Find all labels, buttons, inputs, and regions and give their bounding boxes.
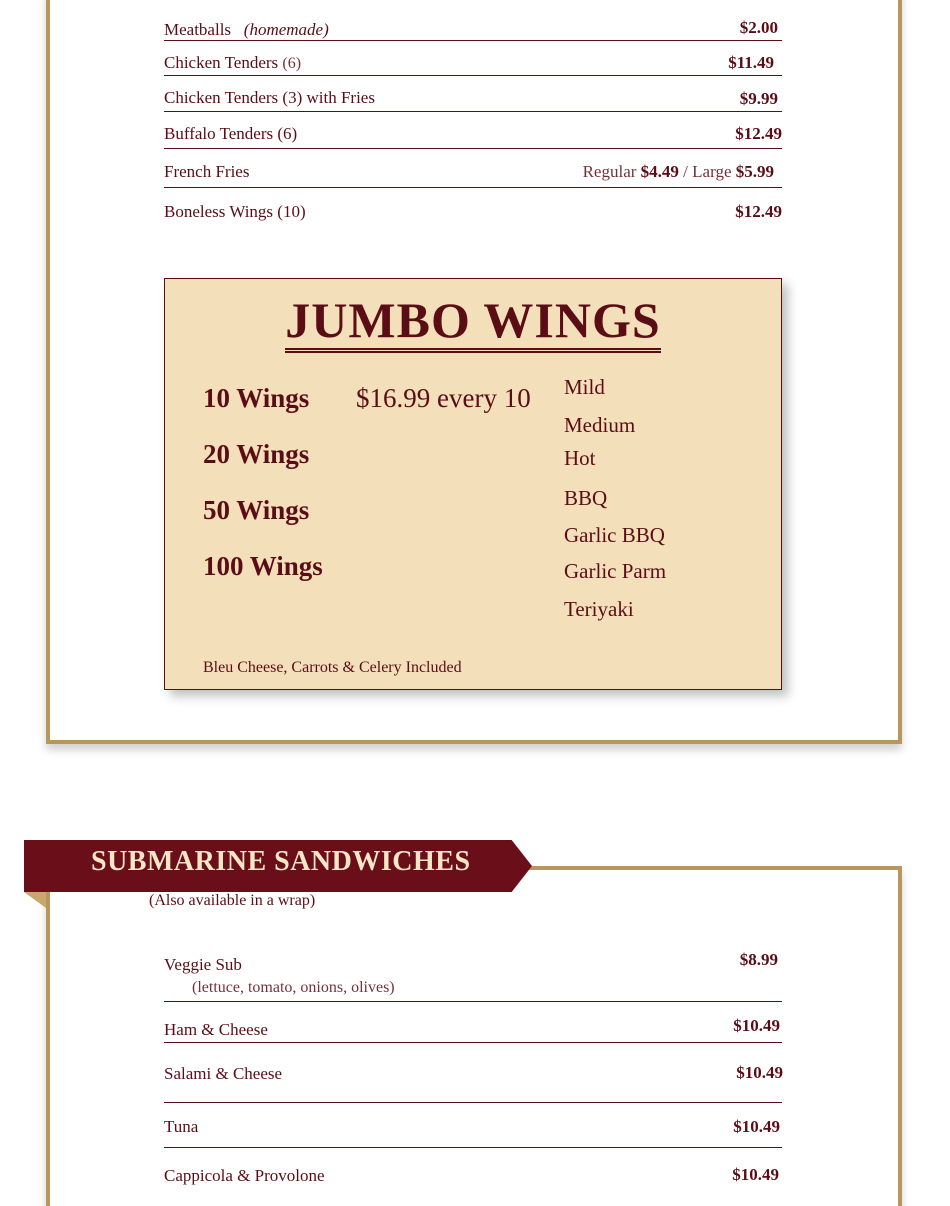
flavor-item: Mild: [564, 375, 605, 399]
item-name: Meatballs (homemade): [164, 20, 329, 39]
flavor-item: Hot: [564, 446, 596, 470]
item-price: $10.49: [733, 1117, 780, 1136]
flavor-item: Medium: [564, 413, 636, 437]
menu-item-french-fries: [164, 148, 782, 188]
sub-item-cappicola: [164, 1147, 782, 1187]
item-price: $10.49: [732, 1165, 779, 1184]
item-name: Boneless Wings (10): [164, 202, 306, 221]
item-name: Ham & Cheese: [164, 1020, 268, 1039]
item-price: $12.49: [735, 124, 782, 143]
flavor-item: Garlic BBQ: [564, 523, 665, 547]
sub-item-salami-cheese: [164, 1042, 782, 1103]
item-note: (6): [282, 55, 302, 72]
item-name: Tuna: [164, 1117, 199, 1136]
item-name: Veggie Sub: [164, 955, 242, 974]
item-price: Regular $4.49 / Large $5.99: [582, 162, 774, 181]
wings-note: Bleu Cheese, Carrots & Celery Included: [203, 659, 462, 676]
flavor-item: Teriyaki: [564, 597, 634, 621]
item-name: Buffalo Tenders (6): [164, 124, 298, 143]
wings-title: JUMBO WINGS: [165, 291, 781, 349]
sub-item-ham-cheese: [164, 1001, 782, 1043]
item-price: $9.99: [739, 89, 778, 108]
item-price: $12.49: [735, 202, 782, 221]
item-price: $10.49: [733, 1016, 780, 1035]
section-subtitle: (Also available in a wrap): [149, 892, 316, 909]
wing-price: $16.99 every 10: [356, 383, 531, 413]
item-detail: (lettuce, tomato, onions, olives): [192, 979, 395, 996]
menu-item-meatballs: [164, 0, 782, 41]
item-name: Chicken Tenders (6): [164, 53, 302, 72]
menu-item-chicken-tenders-fries: [164, 75, 782, 112]
item-price: $2.00: [739, 18, 778, 37]
item-price: $8.99: [739, 950, 778, 969]
menu-item-buffalo-tenders: [164, 111, 782, 149]
menu-item-boneless-wings: [164, 187, 782, 227]
flavor-item: Garlic Parm: [564, 559, 667, 583]
sub-item-tuna: [164, 1102, 782, 1148]
wing-count: 100 Wings: [203, 551, 323, 581]
menu-item-chicken-tenders: [164, 40, 782, 76]
item-name: Chicken Tenders (3) with Fries: [164, 88, 375, 107]
banner-fold: [24, 892, 46, 908]
item-name: Cappicola & Provolone: [164, 1166, 325, 1185]
item-note: (homemade): [243, 20, 329, 39]
flavor-item: BBQ: [564, 486, 608, 510]
jumbo-wings-box: [164, 278, 782, 690]
wing-count: 10 Wings: [203, 383, 310, 413]
section-title: SUBMARINE SANDWICHES: [91, 846, 471, 877]
item-name: Salami & Cheese: [164, 1064, 283, 1083]
wing-count: 50 Wings: [203, 495, 310, 525]
item-name: French Fries: [164, 162, 250, 181]
sub-item-veggie: [164, 940, 782, 1002]
item-price: $10.49: [736, 1063, 783, 1082]
item-price: $11.49: [728, 53, 774, 72]
wing-count: 20 Wings: [203, 439, 310, 469]
